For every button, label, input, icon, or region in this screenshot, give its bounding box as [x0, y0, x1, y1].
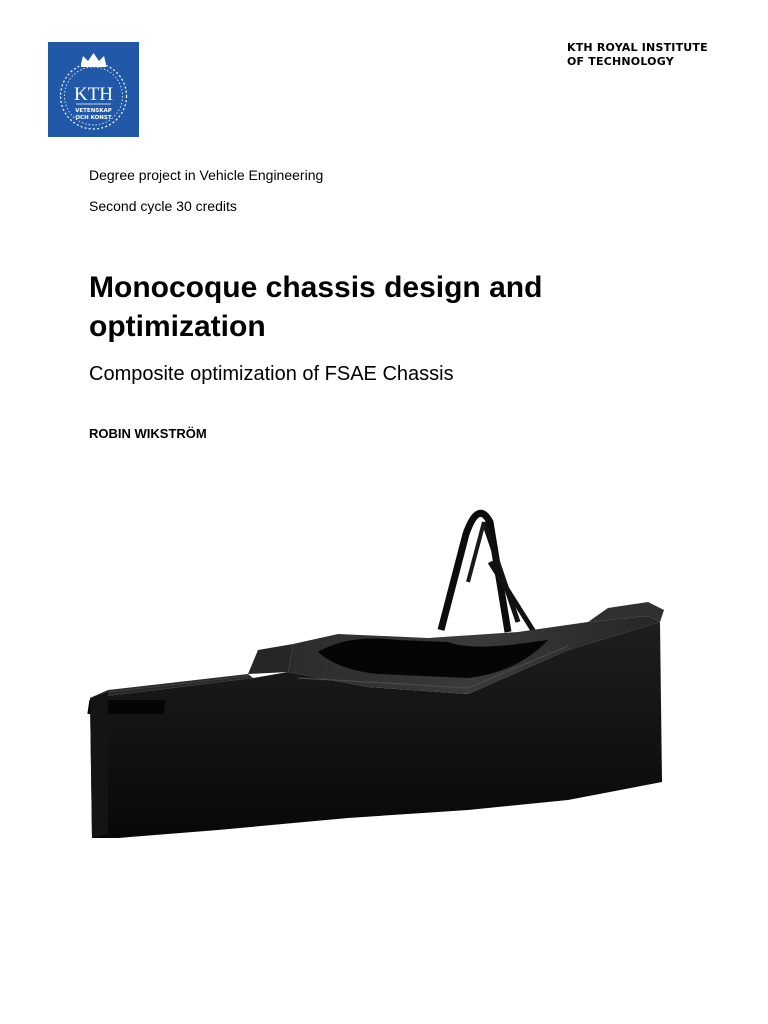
chassis-render-illustration — [48, 482, 720, 870]
institution-name — [567, 41, 708, 69]
thesis-title: Monocoque chassis design and optimization — [89, 271, 543, 343]
kth-logo-motto-1: VETENSKAP — [75, 108, 112, 114]
kth-logo-emblem — [48, 42, 139, 137]
degree-project: Degree project in Vehicle Engineering — [89, 167, 324, 183]
kth-logo — [48, 42, 139, 137]
institution-line-1: KTH ROYAL INSTITUTE — [567, 41, 708, 54]
institution-line-2: OF TECHNOLOGY — [567, 55, 674, 68]
chassis-render-image — [48, 482, 720, 870]
thesis-subtitle: Composite optimization of FSAE Chassis — [89, 363, 454, 385]
credits: Second cycle 30 credits — [89, 198, 237, 214]
author-name: ROBIN WIKSTRÖM — [89, 426, 207, 441]
kth-logo-motto-2: OCH KONST — [75, 115, 112, 121]
kth-logo-text: KTH — [73, 84, 114, 105]
